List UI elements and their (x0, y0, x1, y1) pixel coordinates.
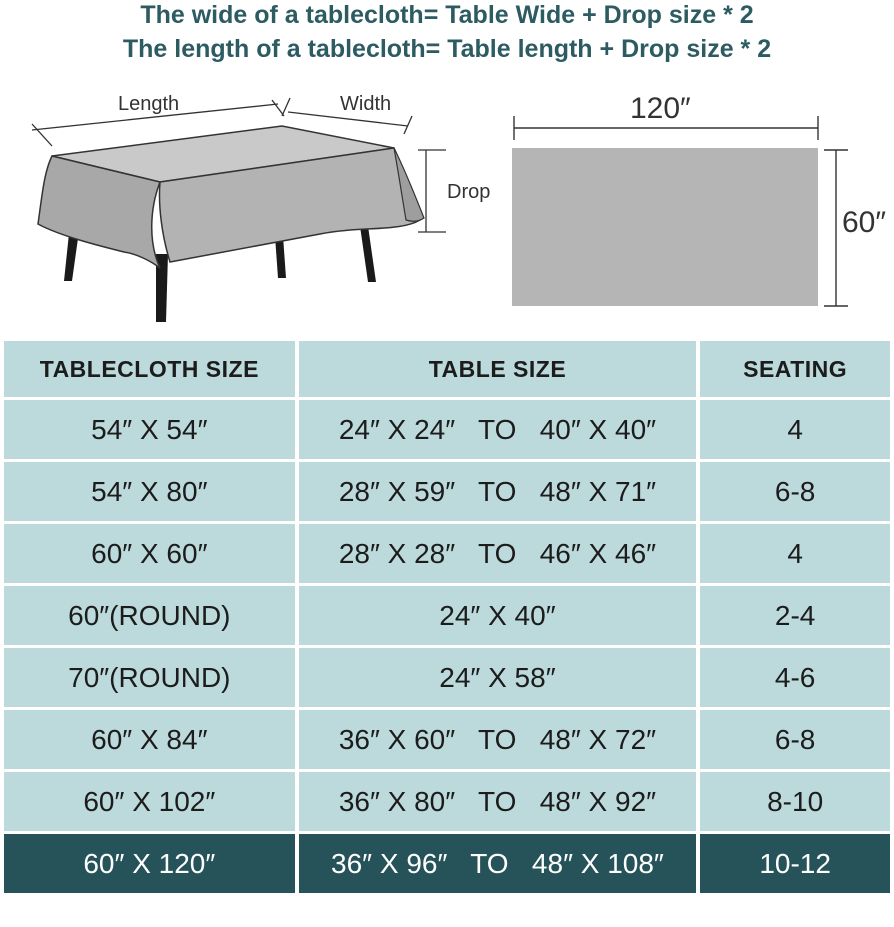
width-formula: The wide of a tablecloth= Table Wide + Drop size * 2 (140, 1, 754, 29)
cell-cloth-size: 60″(ROUND) (4, 586, 295, 645)
header-tablecloth-size: TABLECLOTH SIZE (4, 341, 295, 397)
tablecloth-illustration (20, 86, 510, 326)
cell-table-size: 36″ X 60″ TO 48″ X 72″ (299, 710, 697, 769)
table-row (4, 648, 890, 707)
cloth-height-label: 60″ (842, 206, 886, 239)
cell-table-size: 36″ X 96″ TO 48″ X 108″ (299, 834, 697, 893)
table-row (4, 462, 890, 521)
cell-table-size: 24″ X 40″ (299, 586, 697, 645)
cell-cloth-size: 60″ X 84″ (4, 710, 295, 769)
cell-cloth-size: 60″ X 102″ (4, 772, 295, 831)
table-row (4, 586, 890, 645)
cell-table-size: 36″ X 80″ TO 48″ X 92″ (299, 772, 697, 831)
cell-table-size: 24″ X 24″ TO 40″ X 40″ (299, 400, 697, 459)
cell-seating: 6-8 (700, 710, 890, 769)
table-header-row (4, 341, 890, 397)
cell-cloth-size: 54″ X 80″ (4, 462, 295, 521)
cloth-width-label: 120″ (630, 92, 691, 125)
cell-table-size: 28″ X 59″ TO 48″ X 71″ (299, 462, 697, 521)
length-formula: The length of a tablecloth= Table length + Drop size * 2 (122, 35, 772, 63)
cell-cloth-size: 60″ X 60″ (4, 524, 295, 583)
cloth-dimension-diagram (500, 86, 894, 326)
cell-seating: 10-12 (700, 834, 890, 893)
header-table-size: TABLE SIZE (299, 341, 697, 397)
drop-label: Drop (447, 181, 491, 203)
cell-cloth-size: 54″ X 54″ (4, 400, 295, 459)
cell-seating: 4 (700, 524, 890, 583)
length-label: Length (118, 93, 180, 115)
cell-table-size: 28″ X 28″ TO 46″ X 46″ (299, 524, 697, 583)
cell-cloth-size: 70″(ROUND) (4, 648, 295, 707)
table-row (4, 400, 890, 459)
cell-seating: 2-4 (700, 586, 890, 645)
cell-seating: 4-6 (700, 648, 890, 707)
table-row (4, 710, 890, 769)
cell-table-size: 24″ X 58″ (299, 648, 697, 707)
cell-seating: 6-8 (700, 462, 890, 521)
cell-cloth-size: 60″ X 120″ (4, 834, 295, 893)
table-row (4, 772, 890, 831)
width-label: Width (340, 93, 392, 115)
size-chart-table (0, 338, 894, 896)
table-row (4, 524, 890, 583)
table-row-highlighted (4, 834, 890, 893)
cell-seating: 4 (700, 400, 890, 459)
flat-cloth (512, 148, 818, 306)
header-seating: SEATING (700, 341, 890, 397)
cell-seating: 8-10 (700, 772, 890, 831)
